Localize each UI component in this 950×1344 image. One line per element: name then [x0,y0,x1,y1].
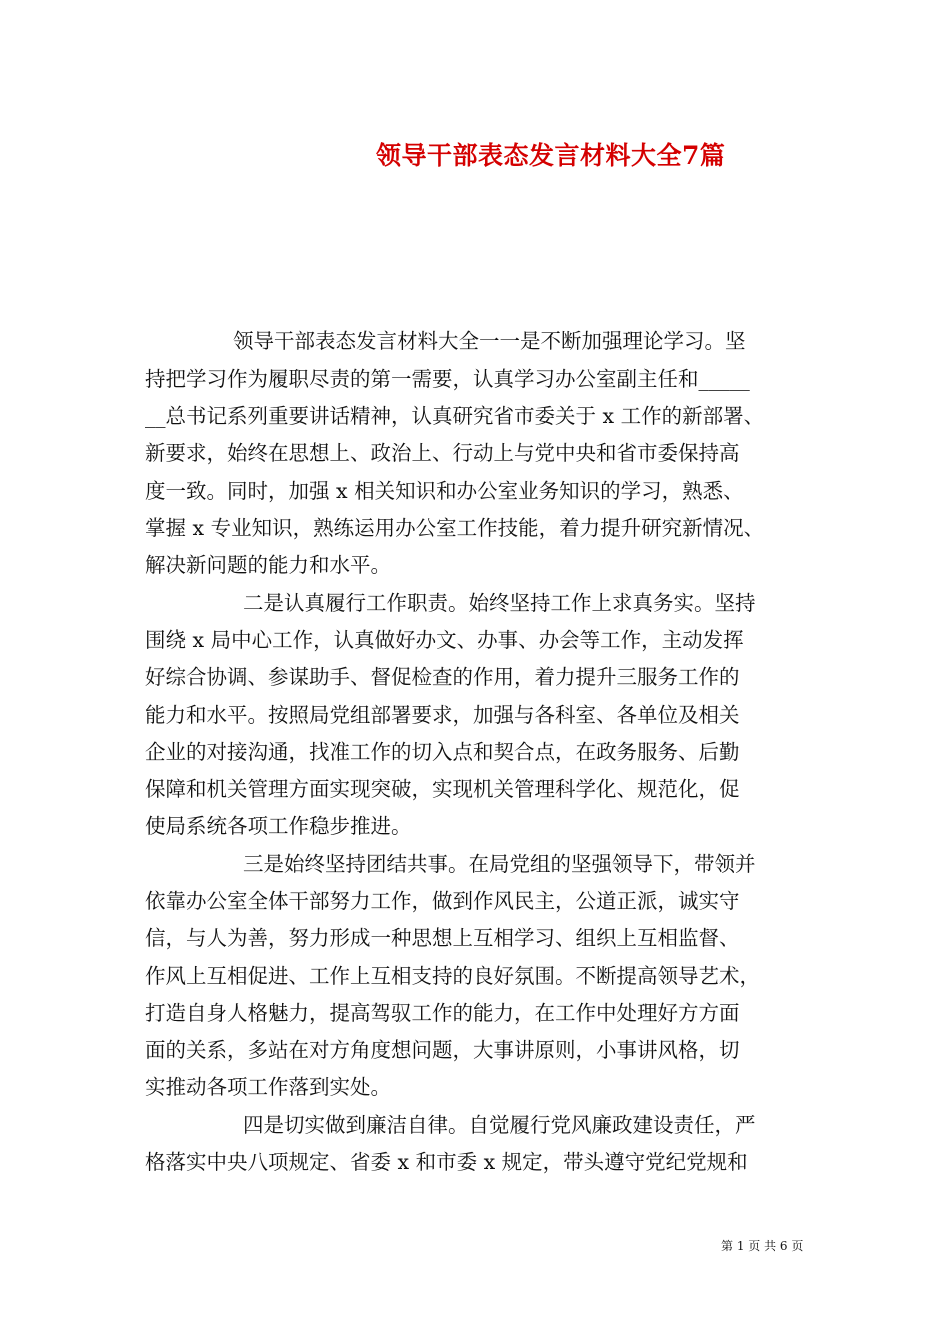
body-line: 领导干部表态发言材料大全一一是不断加强理论学习。坚 [233,329,746,353]
body-line: 持把学习作为履职尽责的第一需要，认真学习办公室副主任和_____ [145,367,750,391]
body-line: 度一致。同时，加强 x 相关知识和办公室业务知识的学习，熟悉、 [145,479,744,503]
body-line: 格落实中央八项规定、省委 x 和市委 x 规定，带头遵守党纪党规和 [145,1150,748,1174]
body-line: 能力和水平。按照局党组部署要求，加强与各科室、各单位及相关 [145,703,740,727]
page-number-footer: 第 1 页 共 6 页 [721,1239,804,1253]
body-line: 二是认真履行工作职责。始终坚持工作上求真务实。坚持 [243,591,756,615]
body-line: 使局系统各项工作稳步推进。 [145,814,412,838]
body-line: 掌握 x 专业知识，熟练运用办公室工作技能，着力提升研究新情况、 [145,516,765,540]
body-line: 三是始终坚持团结共事。在局党组的坚强领导下，带领并 [243,852,756,876]
body-line: __总书记系列重要讲话精神，认真研究省市委关于 x 工作的新部署、 [145,404,765,428]
body-line: 保障和机关管理方面实现突破，实现机关管理科学化、规范化，促 [145,777,740,801]
body-line: 新要求，始终在思想上、政治上、行动上与党中央和省市委保持高 [145,441,740,465]
body-line: 围绕 x 局中心工作，认真做好办文、办事、办会等工作，主动发挥 [145,628,744,652]
body-line: 企业的对接沟通，找准工作的切入点和契合点，在政务服务、后勤 [145,740,740,764]
body-line: 四是切实做到廉洁自律。自觉履行党风廉政建设责任，严 [243,1113,756,1137]
body-line: 面的关系，多站在对方角度想问题，大事讲原则，小事讲风格，切 [145,1038,740,1062]
body-line: 信，与人为善，努力形成一种思想上互相学习、组织上互相监督、 [145,926,740,950]
body-line: 实推动各项工作落到实处。 [145,1075,391,1099]
body-line: 打造自身人格魅力，提高驾驭工作的能力，在工作中处理好方方面 [145,1001,740,1025]
document-title: 领导干部表态发言材料大全7篇 [376,141,726,170]
body-line: 好综合协调、参谋助手、督促检查的作用，着力提升三服务工作的 [145,665,740,689]
body-line: 作风上互相促进、工作上互相支持的良好氛围。不断提高领导艺术， [145,964,760,988]
body-line: 依靠办公室全体干部努力工作，做到作风民主，公道正派，诚实守 [145,889,740,913]
body-line: 解决新问题的能力和水平。 [145,553,391,577]
